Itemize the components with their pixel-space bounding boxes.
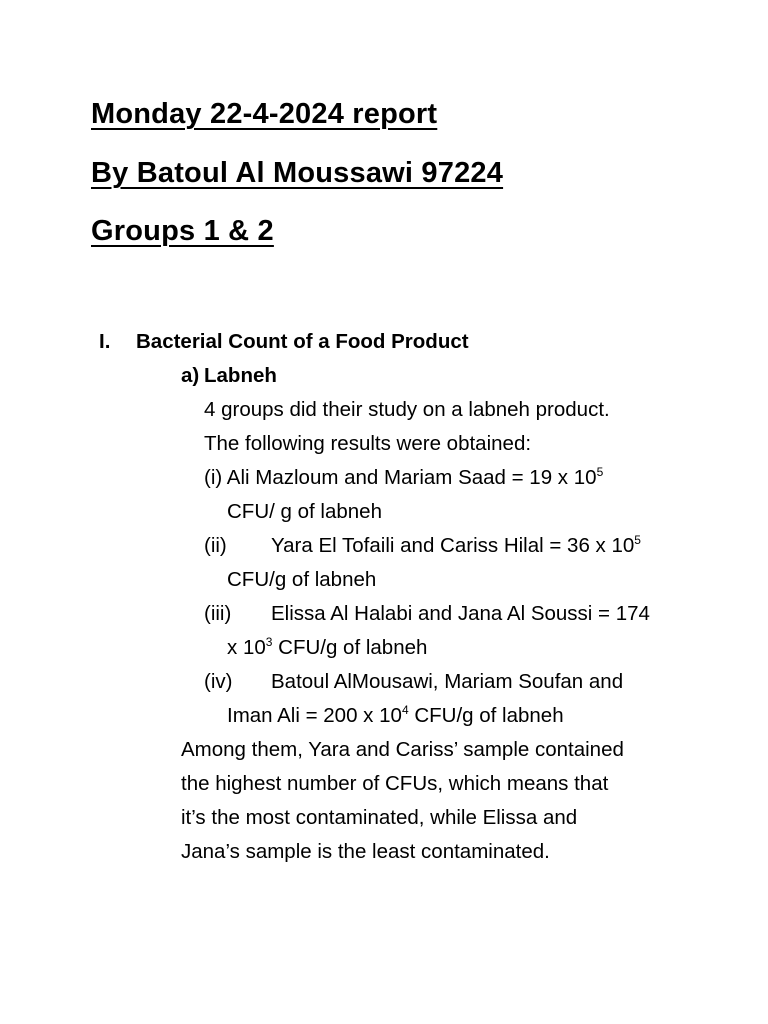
- conclusion-line: it’s the most contaminated, while Elissa and: [181, 806, 578, 829]
- intro-line-2: The following results were obtained:: [204, 432, 532, 455]
- result-text: Ali Mazloum and Mariam Saad = 19 x 10: [226, 466, 597, 489]
- result-exponent: 3: [265, 635, 273, 649]
- result-item-1: [204, 464, 603, 492]
- result-exponent: 4: [401, 703, 409, 717]
- result-item-4: Batoul AlMousawi, Mariam Soufan and: [271, 670, 624, 693]
- result-numeral: (i): [204, 466, 223, 489]
- conclusion-line: Among them, Yara and Cariss’ sample contained: [181, 738, 624, 761]
- report-title-date: Monday 22-4-2024 report: [91, 98, 438, 130]
- section-number: I.: [99, 330, 111, 353]
- result-exponent: 5: [634, 533, 641, 547]
- subsection-letter: a): [181, 364, 200, 387]
- section-title: Bacterial Count of a Food Product: [136, 330, 469, 353]
- result-exponent: 5: [596, 465, 604, 479]
- result-text: x 10: [227, 636, 266, 659]
- result-item-1-continuation: CFU/ g of labneh: [227, 500, 382, 523]
- result-item-2-continuation: CFU/g of labneh: [227, 568, 377, 591]
- result-item-3-continuation: [227, 634, 427, 662]
- intro-line-1: 4 groups did their study on a labneh product.: [204, 398, 610, 421]
- conclusion-line: Jana’s sample is the least contaminated.: [181, 840, 550, 863]
- result-unit: CFU/g of labneh: [408, 704, 564, 727]
- result-text: Iman Ali = 200 x 10: [227, 704, 402, 727]
- result-item-2: [271, 532, 641, 560]
- result-text: Yara El Tofaili and Cariss Hilal = 36 x 10: [271, 534, 635, 557]
- report-groups: Groups 1 & 2: [91, 215, 274, 247]
- result-item-3: Elissa Al Halabi and Jana Al Soussi = 174: [271, 602, 650, 625]
- result-numeral: (iv): [204, 670, 233, 693]
- subsection-title: Labneh: [204, 364, 277, 387]
- report-author: By Batoul Al Moussawi 97224: [91, 157, 504, 189]
- conclusion-line: the highest number of CFUs, which means that: [181, 772, 609, 795]
- result-item-4-continuation: [227, 702, 564, 730]
- result-numeral: (iii): [204, 602, 232, 625]
- result-unit: CFU/g of labneh: [272, 636, 428, 659]
- result-numeral: (ii): [204, 534, 227, 557]
